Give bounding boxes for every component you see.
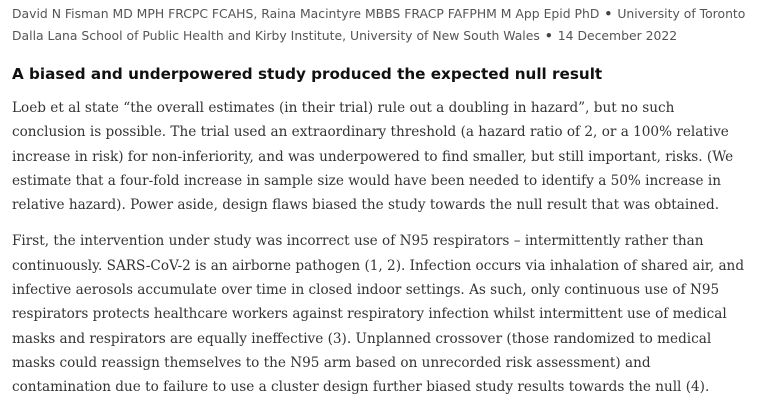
byline: [12, 3, 752, 47]
byline-authors: David N Fisman MD MPH FRCPC FCAHS, Raina Macintyre MBBS FRACP FAFPHM M App Epid PhD: [12, 6, 600, 21]
comment-paragraph: Loeb et al state “the overall estimates (in their trial) rule out a doubling in hazard”, but no such conclusion is possible. The trial used an extraordinary threshold (a hazard ratio of 2, or a 100% relative increase in risk) for non-inferiority, and was underpowered to find smaller, but still important, risks. (We estimate that a four-fold increase in sample size would have been needed to identify a 50% increase in relative hazard). Power aside, design flaws biased the study towards the null result that was obtained.: [12, 100, 734, 214]
comment-title: A biased and underpowered study produced the expected null result: [12, 65, 603, 83]
byline-separator: •: [604, 6, 613, 21]
comment-article: [12, 3, 752, 400]
byline-affiliation: University of Toronto Dalla Lana School of Public Health and Kirby Institute, University of New South Wales: [12, 6, 746, 43]
byline-date: 14 December 2022: [557, 28, 678, 43]
byline-separator: •: [544, 28, 553, 43]
comment-paragraph: First, the intervention under study was incorrect use of N95 respirators – intermittently rather than continuously. SARS-CoV-2 is an airborne pathogen (1, 2). Infection occurs via inhalation of shared air, and infective aerosols accumulate over time in closed indoor settings. As such, only continuous use of N95 respirators protects healthcare workers against respiratory infection whilst intermittent use of medical masks and respirators are equally ineffective (3). Unplanned crossover (those randomized to medical masks could reassign themselves to the N95 arm based on unrecorded risk assessment) and contamination due to failure to use a cluster design further biased study results towards the null (4).: [12, 233, 745, 396]
